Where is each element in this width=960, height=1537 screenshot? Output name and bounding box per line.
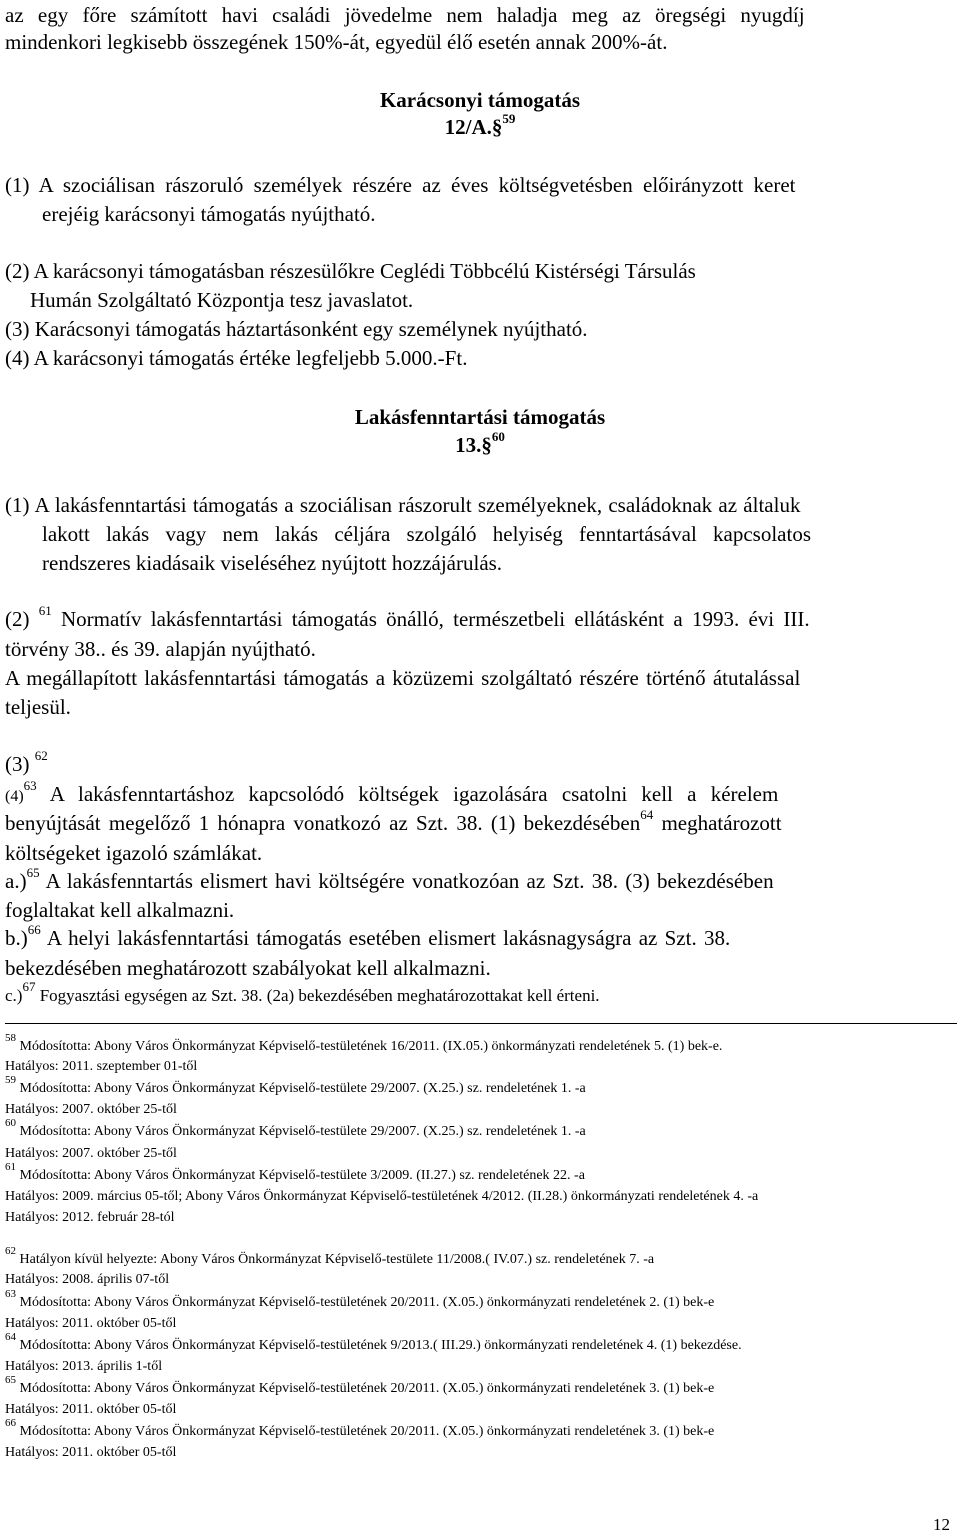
footnote-66-effective: Hatályos: 2011. október 05-től	[5, 1445, 177, 1460]
housing-heading: Lakásfenntartási támogatás	[354, 405, 606, 429]
footnote-number: 62	[5, 1245, 16, 1258]
footnote-text: Módosította: Abony Város Önkormányzat Képviselő-testületének 20/2011. (X.05.) önkormányzati rendeletének 2. (1) bek-e	[19, 1295, 715, 1310]
housing-p4-line3: költségeket igazoló számlákat.	[5, 841, 263, 865]
b-text: A helyi lakásfenntartási támogatás esetében elismert lakásnagyságra az Szt. 38.	[46, 926, 731, 950]
a-text: A lakásfenntartás elismert havi költségére vonatkozóan az Szt. 38. (3) bekezdésében	[45, 869, 774, 893]
footnote-ref: 67	[22, 979, 36, 995]
footnote-number: 65	[5, 1374, 16, 1387]
christmas-p4: (4) A karácsonyi támogatás értéke legfeljebb 5.000.-Ft.	[5, 346, 468, 370]
footnote-63	[5, 1288, 715, 1312]
footnote-ref: 64	[640, 807, 654, 822]
b-label: b.)	[5, 926, 28, 950]
christmas-p1-line2: erejéig karácsonyi támogatás nyújtható.	[42, 202, 376, 226]
housing-p2-line3: A megállapított lakásfenntartási támogatás a közüzemi szolgáltató részére történő átutalással	[5, 666, 801, 690]
footnote-59	[5, 1074, 586, 1098]
footnote-60-effective: Hatályos: 2007. október 25-től	[5, 1146, 177, 1161]
p4-label: (4)	[5, 788, 24, 805]
footnote-text: Módosította: Abony Város Önkormányzat Képviselő-testületének 16/2011. (IX.05.) önkormányzati rendeletének 5. (1) bek-e.	[19, 1039, 723, 1054]
intro-line-1: az egy főre számított havi családi jövedelme nem haladja meg az öregségi nyugdíj	[5, 3, 805, 27]
section-sign: §	[491, 115, 503, 139]
footnote-text: Hatályon kívül helyezte: Abony Város Önkormányzat Képviselő-testülete 11/2008.( IV.07.) sz. rendeletének 7. -a	[19, 1252, 655, 1267]
footnote-65	[5, 1374, 715, 1398]
footnote-64-effective: Hatályos: 2013. április 1-től	[5, 1359, 163, 1374]
housing-b-line1	[5, 922, 731, 951]
footnote-number: 64	[5, 1331, 16, 1344]
footnote-63-effective: Hatályos: 2011. október 05-től	[5, 1316, 177, 1331]
footnote-ref: 66	[27, 922, 41, 937]
christmas-heading: Karácsonyi támogatás	[379, 88, 581, 112]
housing-p1-line2: lakott lakás vagy nem lakás céljára szolgáló helyiség fenntartásával kapcsolatos	[42, 522, 812, 546]
footnote-66	[5, 1417, 715, 1441]
housing-section-number	[0, 429, 960, 458]
footnote-ref: 59	[502, 111, 516, 126]
housing-p4-line1	[5, 778, 779, 810]
footnote-text: Módosította: Abony Város Önkormányzat Képviselő-testülete 3/2009. (II.27.) sz. rendeletének 22. -a	[19, 1168, 585, 1183]
p4-line2-end: meghatározott	[661, 811, 782, 835]
section-number: 13.	[455, 433, 482, 457]
housing-p2-line4: teljesül.	[5, 695, 71, 719]
housing-p4-line2	[5, 807, 782, 836]
p4-text: A lakásfenntartáshoz kapcsolódó költségek igazolására csatolni kell a kérelem	[49, 782, 779, 806]
p4-line2-text: benyújtását megelőző 1 hónapra vonatkozó az Szt. 38. (1) bekezdésében	[5, 811, 641, 835]
footnote-62	[5, 1245, 655, 1269]
christmas-section-number	[0, 111, 960, 140]
footnote-61-effective: Hatályos: 2009. március 05-től; Abony Város Önkormányzat Képviselő-testületének 4/2012. (II.28.) önkormányzati rendeletének 4. -a	[5, 1189, 759, 1204]
housing-p1-line3: rendszeres kiadásaik viseléséhez nyújtott hozzájárulás.	[42, 551, 503, 575]
section-number: 12/A.	[444, 115, 492, 139]
footnote-text: Módosította: Abony Város Önkormányzat Képviselő-testülete 29/2007. (X.25.) sz. rendeletének 1. -a	[19, 1124, 586, 1139]
housing-p2-line1	[5, 603, 810, 632]
footnote-64	[5, 1331, 742, 1355]
christmas-p1-line1: (1) A szociálisan rászoruló személyek részére az éves költségvetésben előirányzott keret	[5, 173, 796, 197]
footnote-text: Módosította: Abony Város Önkormányzat Képviselő-testülete 29/2007. (X.25.) sz. rendeletének 1. -a	[19, 1081, 586, 1096]
footnote-ref: 62	[34, 748, 48, 763]
footnote-58-effective: Hatályos: 2011. szeptember 01-től	[5, 1059, 198, 1074]
christmas-p2-line1: (2) A karácsonyi támogatásban részesülőkre Ceglédi Többcélú Kistérségi Társulás	[5, 259, 696, 283]
page-number: 12	[933, 1515, 950, 1534]
footnote-ref: 60	[491, 429, 505, 444]
footnote-text: Módosította: Abony Város Önkormányzat Képviselő-testületének 20/2011. (X.05.) önkormányzati rendeletének 3. (1) bek-e	[19, 1424, 715, 1439]
footnote-61	[5, 1161, 585, 1185]
footnote-ref: 65	[26, 865, 40, 880]
footnote-number: 58	[5, 1032, 16, 1045]
footnote-61-effective-2: Hatályos: 2012. február 28-tól	[5, 1210, 175, 1225]
footnote-58	[5, 1032, 723, 1056]
footnote-ref: 61	[38, 603, 52, 618]
footnote-65-effective: Hatályos: 2011. október 05-től	[5, 1402, 177, 1417]
footnote-62-effective: Hatályos: 2008. április 07-től	[5, 1272, 170, 1287]
footnote-number: 60	[5, 1117, 16, 1130]
housing-b-line2: bekezdésében meghatározott szabályokat kell alkalmazni.	[5, 956, 491, 980]
christmas-p3: (3) Karácsonyi támogatás háztartásonként egy személynek nyújtható.	[5, 317, 588, 341]
a-label: a.)	[5, 869, 27, 893]
housing-c-line1	[5, 979, 600, 1009]
housing-p1-line1: (1) A lakásfenntartási támogatás a szociálisan rászorult személyeknek, családoknak az általuk	[5, 493, 801, 517]
housing-p2-line2: törvény 38.. és 39. alapján nyújtható.	[5, 637, 316, 661]
footnote-59-effective: Hatályos: 2007. október 25-től	[5, 1102, 177, 1117]
footnote-number: 63	[5, 1288, 16, 1301]
footnote-text: Módosította: Abony Város Önkormányzat Képviselő-testületének 20/2011. (X.05.) önkormányzati rendeletének 3. (1) bek-e	[19, 1381, 715, 1396]
housing-a-line1	[5, 865, 774, 894]
intro-line-2: mindenkori legkisebb összegének 150%-át, egyedül élő esetén annak 200%-át.	[5, 30, 668, 54]
housing-a-line2: foglaltakat kell alkalmazni.	[5, 898, 235, 922]
section-sign: §	[481, 433, 492, 457]
footnote-text: Módosította: Abony Város Önkormányzat Képviselő-testületének 9/2013.( III.29.) önkormányzati rendeletének 4. (1) bekezdése.	[19, 1338, 742, 1353]
footnote-ref: 63	[23, 778, 37, 793]
p2-label: (2)	[5, 607, 30, 631]
footnote-number: 66	[5, 1417, 16, 1430]
p3-label: (3)	[5, 752, 30, 776]
footnote-number: 59	[5, 1074, 16, 1087]
c-label: c.)	[5, 986, 23, 1005]
footnote-separator	[5, 1023, 957, 1024]
housing-p3	[5, 748, 48, 777]
christmas-p2-line2: Humán Szolgáltató Központja tesz javaslatot.	[30, 288, 414, 312]
footnote-60	[5, 1117, 586, 1141]
footnote-number: 61	[5, 1161, 16, 1174]
p2-text: Normatív lakásfenntartási támogatás önálló, természetbeli ellátásként a 1993. évi III.	[61, 607, 810, 631]
c-text: Fogyasztási egységen az Szt. 38. (2a) bekezdésében meghatározottakat kell érteni.	[39, 986, 600, 1005]
